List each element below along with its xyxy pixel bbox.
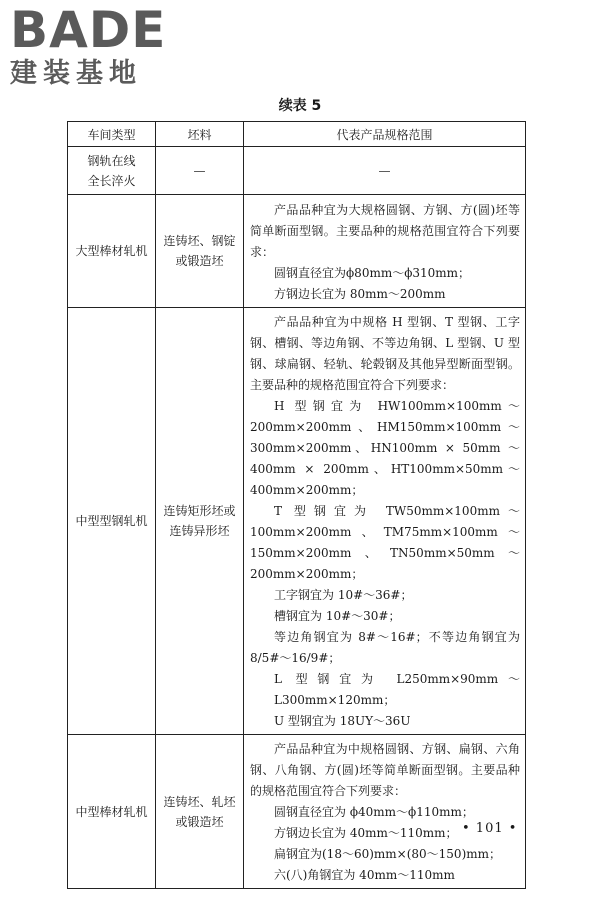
- spec-item: 工字钢宜为 10#～36#；: [274, 588, 413, 602]
- spec-intro: 产品品种宜为中规格圆钢、方钢、扁钢、六角钢、八角钢、方(圆)坯等简单断面型钢。主要品种的规格范围宜符合下列要求：: [250, 742, 520, 798]
- table-row: [68, 308, 526, 735]
- billet: 连铸坯、轧坯或锻造坯: [163, 794, 236, 829]
- page-number: • 101 •: [462, 821, 518, 836]
- table-caption: 续表 5: [278, 98, 322, 114]
- spec-item: L 型钢宜为 L250mm×90mm～L300mm×120mm；: [274, 672, 520, 707]
- spec-item: 等边角钢宜为 8#～16#；不等边角钢宜为 8/5#～16/9#；: [250, 630, 520, 665]
- workshop-type: 中型棒材轧机: [75, 804, 148, 819]
- header-billet: 坯料: [156, 122, 244, 147]
- header-product-spec: 代表产品规格范围: [244, 122, 526, 147]
- table-row: [68, 195, 526, 308]
- spec-item: 槽钢宜为 10#～30#；: [274, 609, 401, 623]
- spec-item: 扁钢宜为(18～60)mm×(80～150)mm；: [274, 847, 502, 861]
- logo-wordmark: BADE: [10, 1, 167, 59]
- logo-subtitle: 建装基地: [10, 58, 142, 89]
- header-workshop-type: 车间类型: [68, 122, 156, 147]
- billet: 连铸矩形坯或连铸异形坯: [163, 504, 236, 538]
- table-header-row: [68, 122, 526, 147]
- spec-item: 方钢边长宜为 80mm～200mm: [274, 286, 446, 301]
- spec-item: 方钢边长宜为 40mm～110mm；: [274, 826, 458, 840]
- spec-intro: 产品品种宜为大规格圆钢、方钢、方(圆)坯等简单断面型钢。主要品种的规格范围宜符合下列要求：: [250, 202, 520, 259]
- spec-empty: —: [378, 163, 391, 178]
- workshop-type: 中型型钢轧机: [75, 514, 148, 528]
- billet-empty: —: [193, 163, 206, 178]
- spec-item: 圆钢直径宜为 ϕ40mm～ϕ110mm；: [274, 805, 474, 819]
- workshop-type: 大型棒材轧机: [75, 244, 148, 258]
- spec-item: U 型钢宜为 18UY～36U: [274, 714, 411, 728]
- spec-table: [67, 121, 526, 889]
- spec-item: H 型钢宜为 HW100mm×100mm～200mm×200mm、HM150mm×100mm～300mm×200mm、HN100mm × 50mm ～ 400mm × 200mm、HT100mm×50mm～400mm×200mm；: [250, 399, 520, 497]
- workshop-type: 钢轨在线全长淬火: [87, 153, 136, 188]
- spec-item: 圆钢直径宜为ϕ80mm～ϕ310mm；: [274, 265, 471, 280]
- table-row: [68, 147, 526, 195]
- billet: 连铸坯、钢锭或锻造坯: [163, 234, 236, 268]
- spec-intro: 产品品种宜为中规格 H 型钢、T 型钢、工字钢、槽钢、等边角钢、不等边角钢、L 型钢、U 型钢、球扁钢、轻轨、轮毂钢及其他异型断面型钢。主要品种的规格范围宜符合下列要求：: [250, 315, 520, 392]
- table-row: [68, 735, 526, 889]
- bade-logo: [10, 1, 180, 90]
- spec-item: T 型钢宜为 TW50mm×100mm～100mm×200mm、TM75mm×100mm～150mm×200mm、TN50mm×50mm～200mm×200mm；: [250, 504, 520, 581]
- spec-item: 六(八)角钢宜为 40mm～110mm: [274, 868, 455, 882]
